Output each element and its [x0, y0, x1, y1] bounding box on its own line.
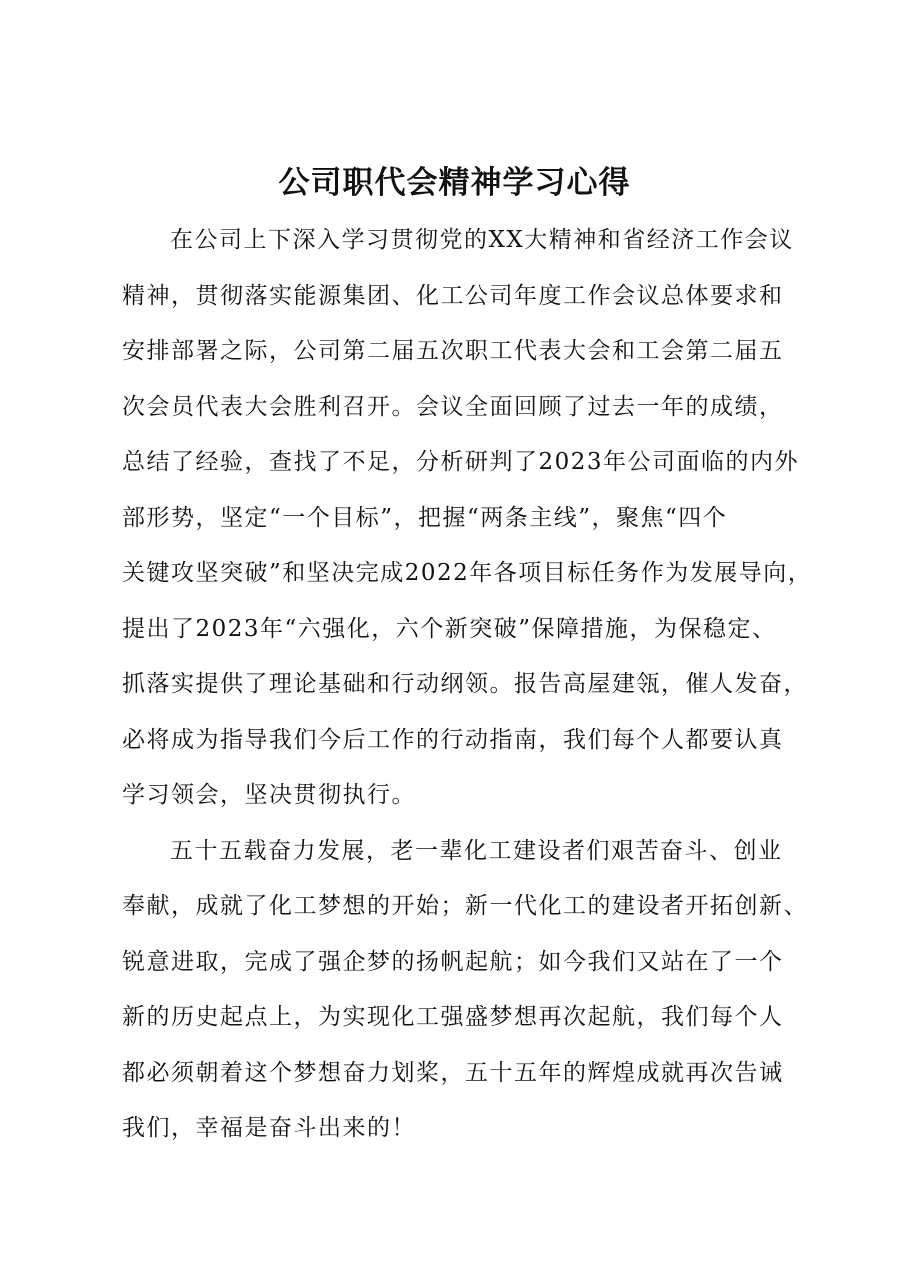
text-line: 五十五载奋力发展，老一辈化工建设者们艰苦奋斗、创业 [170, 838, 783, 864]
text-line: 锐意进取，完成了强企梦的扬帆起航；如今我们又站在了一个 [122, 949, 784, 975]
text-line: 都必须朝着这个梦想奋力划桨，五十五年的辉煌成就再次告诫 [122, 1060, 784, 1086]
text-line: 部形势，坚定“一个目标”，把握“两条主线”，聚焦“四个 [122, 505, 728, 531]
text-line: 安排部署之际，公司第二届五次职工代表大会和工会第二届五 [122, 338, 784, 364]
text-line: 新的历史起点上，为实现化工强盛梦想再次起航，我们每个人 [122, 1004, 784, 1030]
text-line: 在公司上下深入学习贯彻党的XX大精神和省经济工作会议 [170, 227, 794, 253]
text-line: 我们，幸福是奋斗出来的！ [122, 1115, 416, 1141]
text-line: 关键攻坚突破”和坚决完成2022年各项目标任务作为发展导向， [122, 560, 813, 586]
text-line: 提出了2023年“六强化，六个新突破”保障措施，为保稳定、 [122, 616, 777, 642]
text-line: 学习领会，坚决贯彻执行。 [122, 782, 416, 808]
text-line: 必将成为指导我们今后工作的行动指南，我们每个人都要认真 [122, 727, 784, 753]
text-line: 次会员代表大会胜利召开。会议全面回顾了过去一年的成绩， [122, 394, 784, 420]
text-line: 总结了经验，查找了不足，分析研判了2023年公司面临的内外 [122, 449, 800, 475]
text-line: 奉献，成就了化工梦想的开始；新一代化工的建设者开拓创新、 [122, 893, 808, 919]
text-line: 精神，贯彻落实能源集团、化工公司年度工作会议总体要求和 [122, 283, 784, 309]
text-line: 抓落实提供了理论基础和行动纲领。报告高屋建瓴，催人发奋， [122, 671, 808, 697]
document-title: 公司职代会精神学习心得 [278, 165, 631, 201]
